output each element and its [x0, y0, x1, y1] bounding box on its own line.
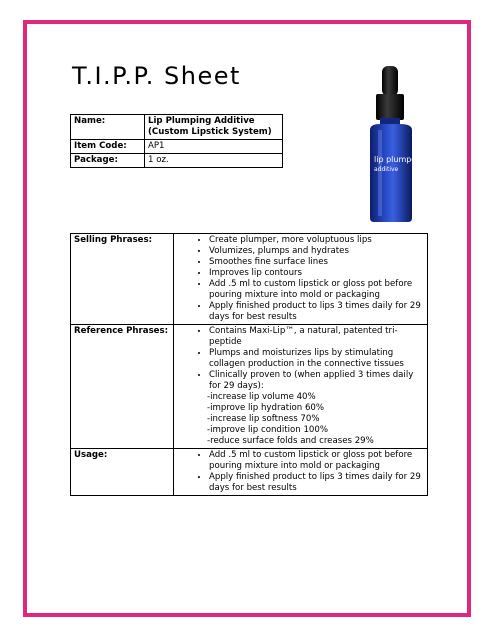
info-row-name [71, 115, 283, 140]
list-item: • Add .5 ml to custom lipstick or gloss pot before pouring mixture into mold or packaging [209, 279, 424, 301]
bottle-label-line2: additive [374, 166, 399, 173]
product-info-table [70, 114, 283, 168]
list-item: -reduce surface folds and creases 29% [207, 436, 374, 446]
phrases-table [70, 233, 428, 496]
section-row-usage [71, 449, 428, 496]
list-item: • Plumps and moisturizes lips by stimulating collagen production in the connective tissues [209, 348, 424, 370]
package-value: 1 oz. [145, 154, 283, 168]
item-code-label: Item Code: [71, 140, 145, 154]
info-row-package [71, 154, 283, 168]
list-item: -increase lip volume 40% [207, 392, 316, 402]
bottle-body [370, 124, 412, 222]
selling-phrases-list [177, 235, 424, 323]
selling-phrases-label: Selling Phrases: [71, 234, 174, 325]
usage-label: Usage: [71, 449, 174, 496]
list-item: -improve lip hydration 60% [207, 403, 325, 413]
package-label: Package: [71, 154, 145, 168]
reference-phrases-label: Reference Phrases: [71, 325, 174, 449]
page-title: T.I.P.P. Sheet [72, 62, 241, 90]
info-row-code [71, 140, 283, 154]
clinical-results-list [177, 392, 424, 447]
bottle-highlight [378, 130, 382, 216]
list-item: • Apply finished product to lips 3 times daily for 29 days for best results [209, 301, 424, 323]
product-bottle-image [356, 58, 428, 226]
usage-list [177, 450, 424, 494]
selling-phrases-content [174, 234, 428, 325]
list-item: -improve lip condition 100% [207, 425, 329, 435]
list-item: • Smoothes fine surface lines [209, 257, 424, 268]
usage-content [174, 449, 428, 496]
list-item: • Improves lip contours [209, 268, 424, 279]
section-row-reference [71, 325, 428, 449]
list-item: • Contains Maxi-Lip™, a natural, patented tri-peptide [209, 326, 424, 348]
dropper-bulb [382, 66, 398, 96]
reference-phrases-list [177, 326, 424, 392]
list-item: • Create plumper, more voluptuous lips [209, 235, 424, 246]
name-label: Name: [71, 115, 145, 140]
name-value: Lip Plumping Additive (Custom Lipstick System) [145, 115, 283, 140]
list-item: • Clinically proven to (when applied 3 times daily for 29 days): [209, 370, 424, 392]
dropper-cap [376, 94, 404, 120]
list-item: • Volumizes, plumps and hydrates [209, 246, 424, 257]
list-item: -increase lip softness 70% [207, 414, 320, 424]
list-item: • Apply finished product to lips 3 times daily for 29 days for best results [209, 472, 424, 494]
section-row-selling [71, 234, 428, 325]
reference-phrases-content [174, 325, 428, 449]
list-item: • Add .5 ml to custom lipstick or gloss pot before pouring mixture into mold or packaging [209, 450, 424, 472]
item-code-value: AP1 [145, 140, 283, 154]
bottle-label-line1: lip plumper [374, 155, 420, 164]
